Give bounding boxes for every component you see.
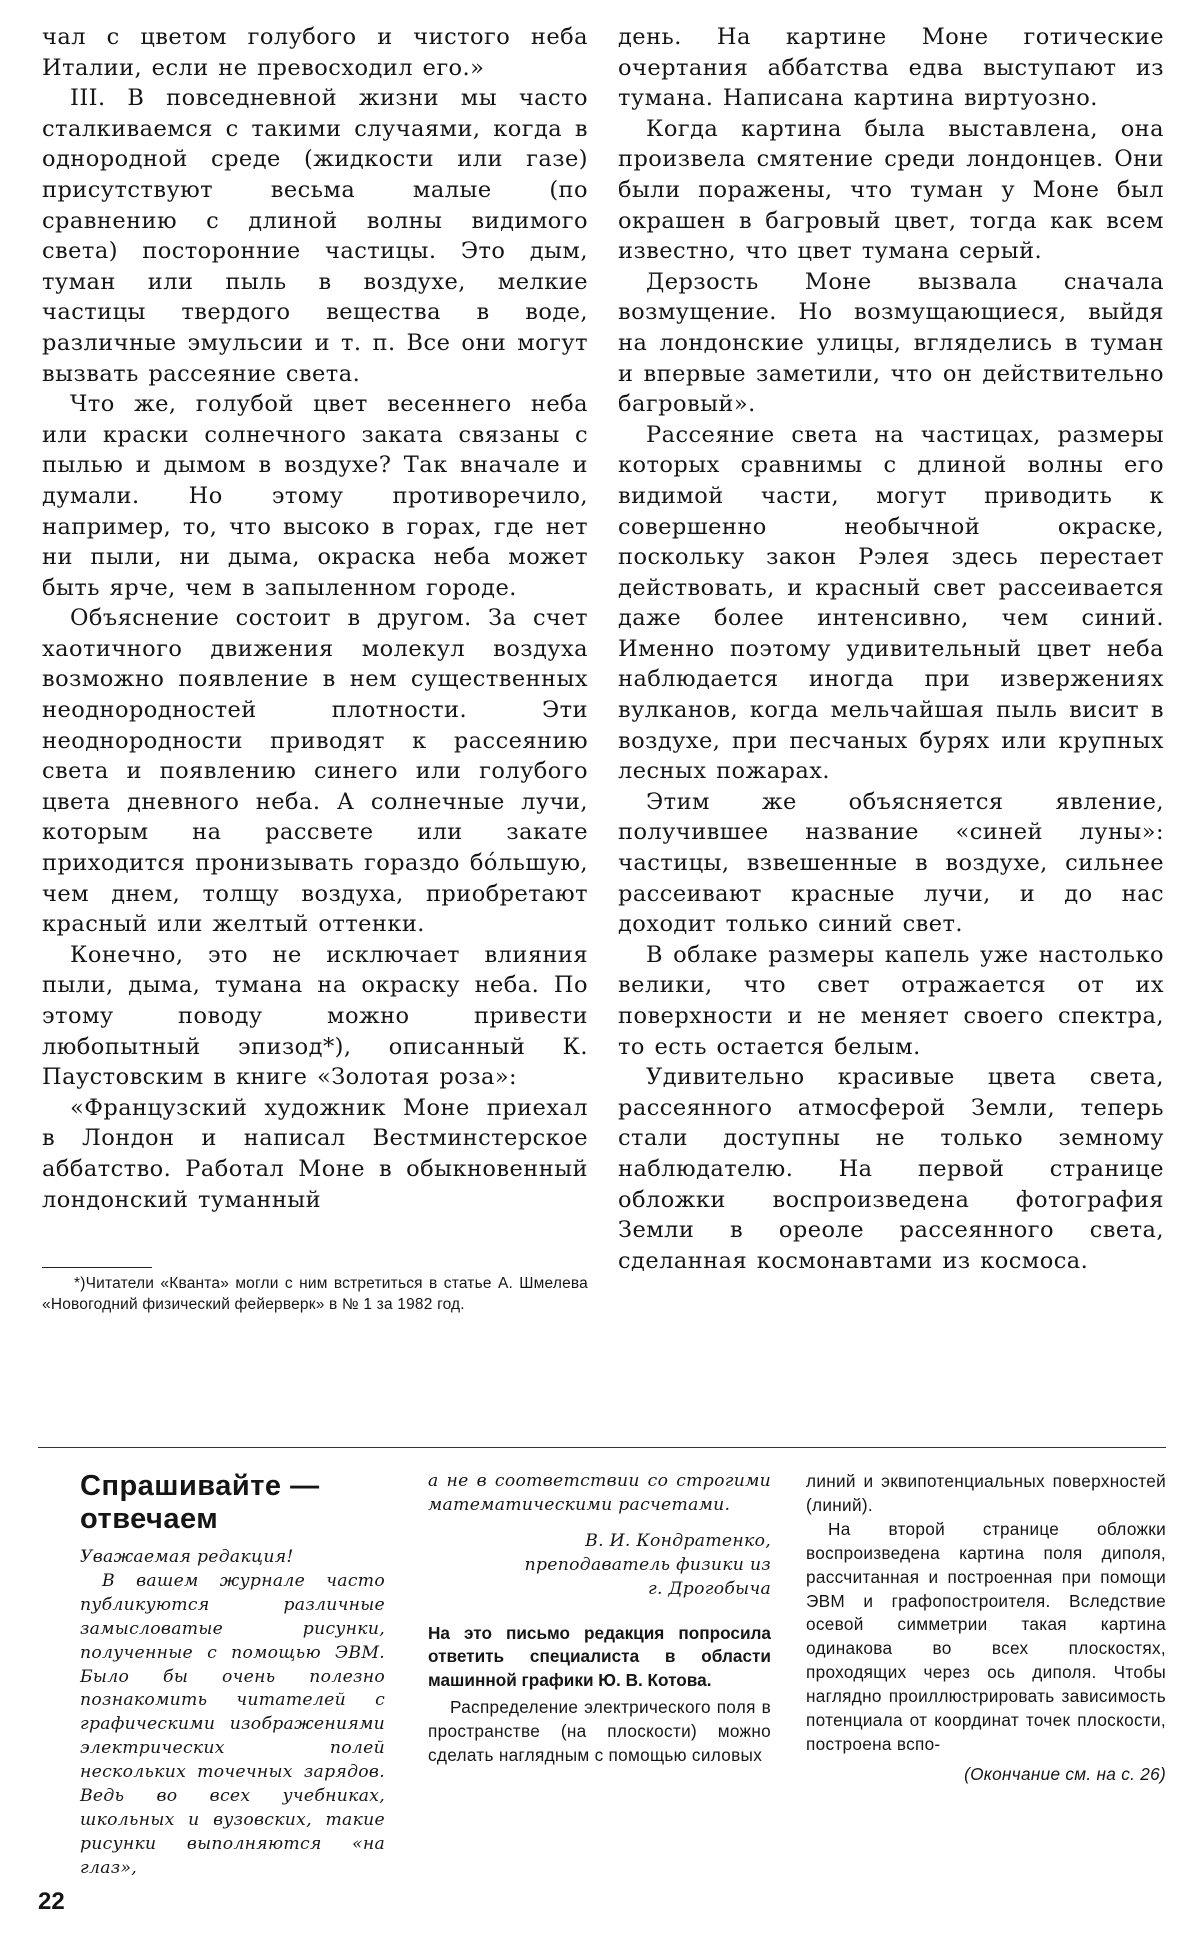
paragraph: Когда картина была выставлена, она произвела смятение среди лондонцев. Они были поражены, что туман у Моне был окрашен в багровый цвет, тогда как всем известно, что цвет тумана серый. [618,115,1164,265]
page-number: 22 [38,1888,65,1915]
editor-intro: На это письмо редакция попросила ответить специалиста в области машинной графики Ю. В. Котова. [428,1622,771,1690]
qa-column-3 [806,1470,1166,1787]
answer-paragraph-continued: линий и эквипотенциальных поверхностей (линий). [806,1471,1166,1515]
paragraph: Этим же объясняется явление, получившее название «синей луны»: частицы, взвешенные в воздухе, сильнее рассеивают красные лучи, и до нас доходит только синий свет. [618,788,1164,938]
paragraph: Объяснение состоит в другом. За счет хаотичного движения молекул воздуха возможно появление в нем существенных неоднородностей плотности. Эти неоднородности приводят к рассеянию света и появлению синего или голубого цвета дневного неба. А солнечные лучи, которым на рассвете или закате приходится пронизывать гораздо бо́льшую, чем днем, толщу воздуха, приобретают красный или желтый оттенки. [42,605,588,938]
signature-role: преподаватель физики из г. Дрогобыча [524,1554,771,1599]
paragraph: В облаке размеры капель уже настолько велики, что свет отражается от их поверхности и не меняет своего спектра, то есть остается белым. [618,941,1164,1060]
paragraph: III. В повседневной жизни мы часто сталкиваемся с такими случаями, когда в однородной среде (жидкости или газе) присутствуют весьма малые (по сравнению с длиной волны видимого света) посторонние частицы. Это дым, туман или пыль в воздухе, мелкие частицы твердого вещества в воде, различные эмульсии и т. п. Все они могут вызвать рассеяние света. [42,85,588,387]
answer-paragraph: Распределение электрического поля в пространстве (на плоскости) можно сделать наглядным с помощью силовых [428,1697,771,1765]
paragraph: день. На картине Моне готические очертания аббатства едва выступают из тумана. Написана картина виртуозно. [618,24,1164,112]
footnote [42,1273,588,1315]
letter-body: В вашем журнале часто публикуются различные замысловатые рисунки, полученные с помощью ЭВМ. Было бы очень полезно познакомить читателей с графическими изображениями электрических полей нескольких точечных зарядов. Ведь во всех учебниках, школьных и вузовских, такие рисунки выполняются «на глаз», [80,1570,385,1878]
letter-greeting: Уважаемая редакция! [80,1547,294,1567]
signature-name: В. И. Кондратенко, [585,1530,771,1551]
qa-column-2 [428,1470,771,1768]
paragraph: Что же, голубой цвет весеннего неба или краски солнечного заката связаны с пылью и дымом в воздухе? Так вначале и думали. Но этому противоречило, например, то, что высоко в горах, где нет ни пыли, ни дыма, окраска неба может быть ярче, чем в запыленном городе. [42,391,588,601]
paragraph: чал с цветом голубого и чистого неба Италии, если не превосходил его.» [42,24,588,81]
paragraph: Удивительно красивые цвета света, рассеянного атмосферой Земли, теперь стали доступны не только земному наблюдателю. На первой странице обложки воспроизведена фотография Земли в ореоле рассеянного света, сделанная космонавтами из космоса. [618,1064,1164,1274]
footnote-rule [42,1267,152,1268]
answer-paragraph: На второй странице обложки воспроизведена картина поля диполя, рассчитанная и построенная при помощи ЭВМ и графопостроителя. Вследствие осевой симметрии такая картина одинакова во всех плоскостях, проходящих через ось диполя. Чтобы наглядно проиллюстрировать зависимость потенциала от координат точек плоскости, построена вспо- [806,1518,1166,1754]
letter-end: а не в соответствии со строгими математическими расчетами. [428,1471,771,1515]
quote-paragraph: «Французский художник Моне приехал в Лондон и написал Вестминстерское аббатство. Работал Моне в обыкновенный лондонский туманный [42,1094,588,1213]
main-column-right [618,22,1164,1276]
main-column-left [42,22,588,1215]
paragraph: Рассеяние света на частицах, размеры которых сравнимы с длиной волны его видимой части, могут приводить к совершенно необычной окраске, поскольку закон Рэлея здесь перестает действовать, и красный свет рассеивается даже более интенсивно, чем синий. Именно поэтому удивительный цвет неба наблюдается иногда при извержениях вулканов, когда мельчайшая пыль висит в воздухе, при песчаных бурях или крупных лесных пожарах. [618,421,1164,785]
continuation-note: (Окончание см. на с. 26) [964,1763,1166,1784]
paragraph: Дерзость Моне вызвала сначала возмущение. Но возмущающиеся, выйдя на лондонские улицы, вгляделись в туман и впервые заметили, что он действительно багровый». [618,268,1164,418]
qa-column-1 [80,1470,385,1881]
paragraph: Конечно, это не исключает влияния пыли, дыма, тумана на окраску неба. По этому поводу можно привести любопытный эпизод*), описанный К. Паустовским в книге «Золотая роза»: [42,941,588,1091]
footnote-text: *)Читатели «Кванта» могли с ним встретиться в статье А. Шмелева «Новогодний физический фейерверк» в № 1 за 1982 год. [42,1275,588,1313]
section-heading: Спрашивайте — отвечаем [80,1470,320,1535]
section-divider [38,1447,1166,1448]
